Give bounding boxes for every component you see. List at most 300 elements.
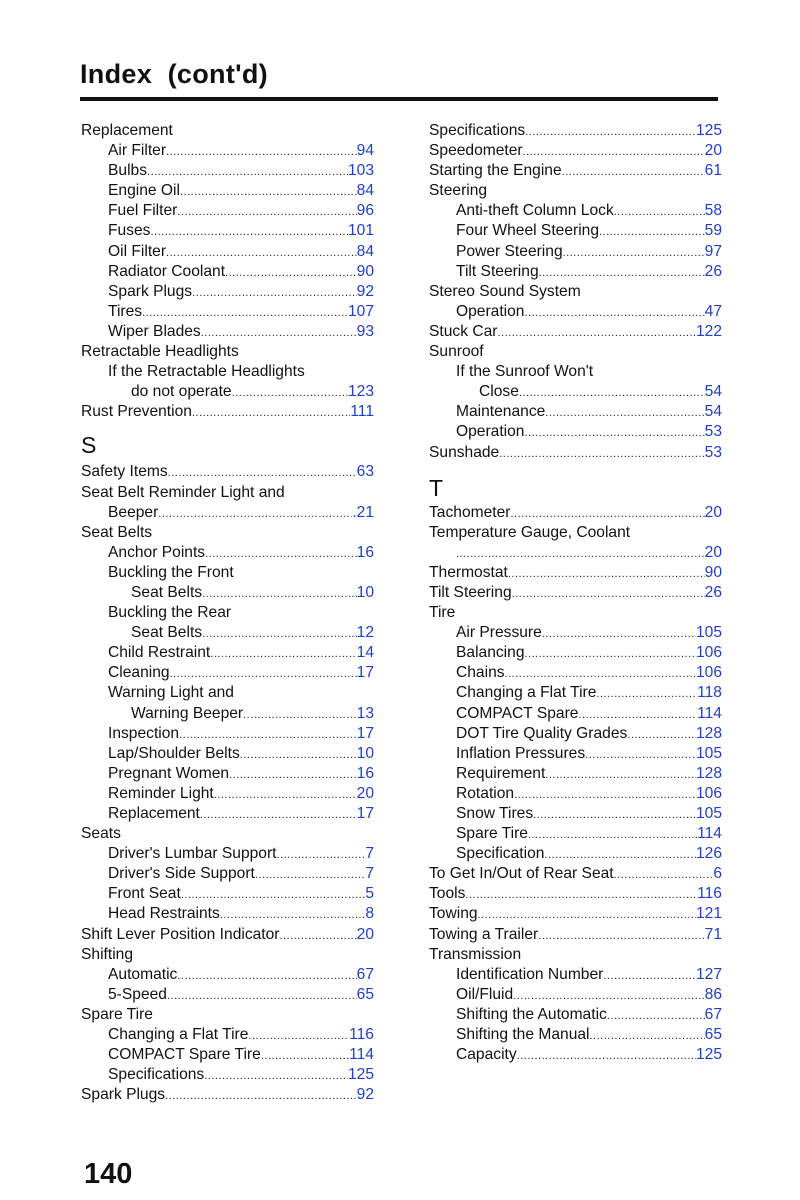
index-term: Reminder Light — [108, 784, 214, 802]
dot-leader — [542, 624, 696, 644]
index-entry[interactable] — [429, 443, 722, 463]
index-entry[interactable] — [429, 262, 722, 282]
page-reference-link[interactable]: 96 — [356, 202, 374, 220]
dot-leader — [585, 745, 696, 765]
index-entry[interactable] — [81, 543, 374, 563]
index-term: 5-Speed — [108, 985, 167, 1003]
page-reference-link[interactable]: 114 — [697, 704, 722, 722]
dot-leader — [590, 1026, 705, 1046]
index-entry — [429, 523, 722, 543]
dot-leader — [614, 865, 714, 885]
index-term: Wiper Blades — [108, 322, 201, 340]
page-reference-link[interactable]: 106 — [695, 784, 722, 802]
index-term: Buckling the Front — [108, 563, 234, 581]
index-term: Inflation Pressures — [456, 744, 586, 762]
page-reference-link[interactable]: 20 — [704, 142, 722, 160]
page-reference-link[interactable]: 106 — [695, 664, 722, 682]
page-reference-link[interactable]: 8 — [365, 905, 374, 923]
index-term: Operation — [456, 302, 525, 320]
index-entry — [81, 824, 374, 844]
index-term: Spare Tire — [81, 1005, 153, 1023]
index-term: Operation — [456, 423, 525, 441]
page-reference-link[interactable]: 17 — [356, 664, 374, 682]
index-entry[interactable] — [81, 643, 374, 663]
index-term: Warning Light and — [108, 684, 234, 702]
page-reference-link[interactable]: 54 — [704, 403, 722, 421]
page-reference-link[interactable]: 116 — [349, 1026, 374, 1044]
index-term: Rotation — [456, 784, 515, 802]
index-term: Replacement — [108, 805, 200, 822]
dot-leader — [158, 504, 352, 524]
index-entry — [81, 342, 374, 362]
index-entry[interactable] — [429, 563, 722, 583]
dot-leader — [202, 624, 357, 644]
page-reference-link[interactable]: 105 — [695, 805, 722, 822]
dot-leader — [177, 966, 356, 986]
page-reference-link[interactable]: 97 — [704, 242, 722, 260]
page-reference-link[interactable]: 105 — [695, 744, 722, 762]
page-reference-link[interactable]: 65 — [356, 985, 374, 1003]
index-term: Snow Tires — [456, 805, 534, 822]
dot-leader — [202, 584, 357, 604]
index-entry[interactable] — [429, 643, 722, 663]
page-reference-link[interactable]: 101 — [347, 222, 374, 240]
page-reference-link[interactable]: 47 — [704, 302, 722, 320]
index-entry[interactable] — [429, 844, 722, 864]
dot-leader — [225, 263, 357, 283]
index-entry[interactable] — [429, 402, 722, 422]
index-entry[interactable] — [429, 242, 722, 262]
index-term: Child Restraint — [108, 644, 211, 662]
dot-leader — [165, 1086, 357, 1106]
index-entry[interactable] — [429, 904, 722, 924]
page-reference-link[interactable]: 121 — [695, 905, 722, 923]
index-entry[interactable] — [81, 282, 374, 302]
page-reference-link[interactable]: 65 — [704, 1026, 722, 1044]
page-reference-link[interactable]: 14 — [356, 644, 374, 662]
page-reference-link[interactable]: 86 — [704, 985, 722, 1003]
page-reference-link[interactable]: 63 — [356, 463, 374, 481]
index-entry[interactable] — [429, 925, 722, 945]
dot-leader — [456, 544, 705, 564]
page-reference-link[interactable]: 103 — [347, 162, 374, 180]
index-entry[interactable] — [81, 744, 374, 764]
dot-leader — [596, 684, 697, 704]
index-term: If the Sunroof Won't — [456, 363, 594, 381]
page-reference-link[interactable]: 20 — [356, 925, 374, 943]
index-term: Fuel Filter — [108, 202, 178, 220]
index-term: Radiator Coolant — [108, 262, 226, 280]
dot-leader — [168, 463, 357, 483]
section-letter: S — [81, 432, 97, 459]
index-term: Engine Oil — [108, 182, 180, 200]
page-reference-link[interactable]: 114 — [697, 825, 722, 843]
dot-leader — [204, 1066, 348, 1086]
index-term: Driver's Side Support — [108, 865, 255, 883]
index-entry[interactable] — [81, 965, 374, 985]
index-entry[interactable] — [429, 141, 722, 161]
page-reference-link[interactable]: 26 — [704, 583, 722, 601]
index-entry — [81, 945, 374, 965]
index-term: Stereo Sound System — [429, 282, 581, 300]
page-reference-link[interactable]: 53 — [704, 423, 722, 441]
page-reference-link[interactable]: 54 — [704, 383, 722, 401]
dot-leader — [243, 705, 357, 725]
page-reference-link[interactable]: 13 — [356, 704, 374, 722]
index-term: Towing a Trailer — [429, 925, 539, 943]
index-term: Specifications — [429, 122, 526, 139]
index-entry[interactable] — [429, 1025, 722, 1045]
index-entry[interactable] — [81, 221, 374, 241]
index-column-right — [429, 121, 722, 1065]
index-term: Anti-theft Column Lock — [456, 202, 614, 220]
index-entry — [81, 121, 374, 141]
index-entry — [429, 181, 722, 201]
index-term: Pregnant Women — [108, 764, 230, 782]
index-entry[interactable] — [81, 1065, 374, 1085]
index-term: Oil/Fluid — [456, 985, 514, 1003]
page-reference-link[interactable]: 84 — [356, 242, 374, 260]
dot-leader — [505, 664, 696, 684]
index-entry[interactable] — [81, 1045, 374, 1065]
dot-leader — [167, 986, 357, 1006]
dot-leader — [180, 182, 357, 202]
page-reference-link[interactable]: 58 — [704, 202, 722, 220]
page-reference-link[interactable]: 92 — [356, 1086, 374, 1104]
index-term: COMPACT Spare — [456, 704, 579, 722]
index-entry[interactable] — [429, 201, 722, 221]
dot-leader — [599, 222, 705, 242]
index-entry — [429, 945, 722, 965]
dot-leader — [465, 885, 697, 905]
index-entry — [429, 603, 722, 623]
page-reference-link[interactable]: 59 — [704, 222, 722, 240]
index-entry[interactable] — [81, 623, 374, 643]
section-letter: T — [429, 474, 444, 501]
index-entry[interactable] — [429, 683, 722, 703]
index-term: Balancing — [456, 644, 525, 662]
index-term: Safety Items — [81, 463, 168, 481]
page-reference-link[interactable]: 94 — [356, 142, 374, 160]
dot-leader — [166, 243, 357, 263]
dot-leader — [229, 765, 357, 785]
index-entry[interactable] — [429, 543, 722, 563]
index-entry[interactable] — [81, 844, 374, 864]
page-title: Index (cont'd) — [80, 59, 268, 89]
dot-leader — [147, 162, 348, 182]
page-reference-link[interactable]: 125 — [695, 122, 722, 139]
index-term: Thermostat — [429, 563, 508, 581]
dot-leader — [179, 725, 357, 745]
index-term: Spark Plugs — [108, 282, 193, 300]
page-reference-link[interactable]: .21 — [352, 503, 374, 521]
index-term: Retractable Headlights — [81, 343, 239, 361]
index-entry[interactable] — [429, 824, 722, 844]
index-entry[interactable] — [81, 322, 374, 342]
index-term: Air Filter — [108, 142, 167, 160]
index-entry — [429, 342, 722, 362]
index-term: Seat Belts — [131, 583, 203, 601]
index-entry — [81, 523, 374, 543]
index-term: Temperature Gauge, Coolant — [429, 523, 631, 541]
index-term: Maintenance — [456, 403, 546, 421]
page-reference-link[interactable]: 128 — [695, 724, 722, 742]
index-entry[interactable] — [81, 262, 374, 282]
index-term: Identification Number — [456, 965, 604, 983]
page-reference-link[interactable]: 67 — [356, 965, 374, 983]
index-entry[interactable] — [81, 161, 374, 181]
index-entry[interactable] — [429, 322, 722, 342]
page-reference-link[interactable]: 7 — [365, 865, 374, 883]
page-reference-link[interactable]: 107 — [347, 302, 374, 320]
dot-leader — [517, 1046, 696, 1066]
index-entry[interactable] — [81, 201, 374, 221]
index-term: Specification — [456, 845, 545, 863]
page-reference-link[interactable]: 20 — [704, 543, 722, 561]
index-term: Seat Belts — [131, 624, 203, 642]
dot-leader — [192, 283, 357, 303]
index-entry[interactable] — [81, 382, 374, 402]
dot-leader — [497, 323, 696, 343]
dot-leader — [607, 1006, 705, 1026]
index-term: Front Seat — [108, 885, 181, 903]
index-entry[interactable] — [429, 985, 722, 1005]
page-reference-link[interactable]: 128 — [695, 764, 722, 782]
page-reference-link[interactable]: 90 — [356, 262, 374, 280]
index-entry[interactable] — [81, 904, 374, 924]
index-term: Anchor Points — [108, 543, 206, 561]
dot-leader — [201, 323, 357, 343]
index-term: Replacement — [81, 122, 173, 139]
index-entry[interactable] — [429, 503, 722, 523]
index-entry[interactable] — [81, 181, 374, 201]
page-reference-link[interactable]: 90 — [704, 563, 722, 581]
index-term: Stuck Car — [429, 322, 498, 340]
page-reference-link[interactable]: 10 — [356, 744, 374, 762]
page-reference-link[interactable]: 127 — [695, 965, 722, 983]
index-entry[interactable] — [429, 382, 722, 402]
index-term: Transmission — [429, 945, 522, 963]
page-reference-link[interactable]: 67 — [704, 1005, 722, 1023]
page-reference-link[interactable]: 126 — [695, 845, 722, 863]
dot-leader — [578, 705, 697, 725]
page-reference-link[interactable]: 125 — [347, 1066, 374, 1084]
index-entry[interactable] — [429, 583, 722, 603]
index-term: Power Steering — [456, 242, 563, 260]
index-term: Changing a Flat Tire — [108, 1026, 249, 1044]
page-reference-link[interactable]: 92 — [356, 282, 374, 300]
index-entry[interactable] — [429, 302, 722, 322]
index-term: Tachometer — [429, 503, 511, 521]
page-reference-link[interactable]: 10 — [356, 583, 374, 601]
dot-leader — [513, 986, 704, 1006]
index-entry[interactable] — [81, 402, 374, 422]
index-entry[interactable] — [81, 583, 374, 603]
index-term: Capacity — [456, 1046, 517, 1064]
page-number: 140 — [84, 1158, 133, 1190]
index-term: Shift Lever Position Indicator — [81, 925, 280, 943]
index-term: Beeper — [108, 503, 159, 521]
index-term: Towing — [429, 905, 478, 923]
dot-leader — [205, 544, 357, 564]
index-term: do not operate — [131, 383, 232, 401]
dot-leader — [240, 745, 357, 765]
index-entry[interactable] — [81, 302, 374, 322]
dot-leader — [280, 926, 357, 946]
page-reference-link[interactable]: 84 — [356, 182, 374, 200]
index-term: Oil Filter — [108, 242, 167, 260]
index-entry[interactable] — [429, 704, 722, 724]
index-entry — [81, 1005, 374, 1025]
index-entry[interactable] — [81, 764, 374, 784]
dot-leader — [200, 805, 357, 825]
dot-leader — [499, 444, 704, 464]
dot-leader — [478, 905, 696, 925]
index-term: Head Restraints — [108, 905, 220, 923]
page-reference-link[interactable]: 5 — [365, 885, 374, 903]
index-term: Spark Plugs — [81, 1086, 166, 1104]
index-entry[interactable] — [81, 704, 374, 724]
index-term: Speedometer — [429, 142, 523, 160]
index-entry[interactable] — [429, 724, 722, 744]
page-reference-link[interactable]: 93 — [356, 322, 374, 340]
dot-leader — [603, 966, 696, 986]
page-reference-link[interactable]: 105 — [695, 624, 722, 642]
dot-leader — [192, 403, 350, 423]
index-term: Specifications — [108, 1066, 205, 1084]
dot-leader — [524, 303, 704, 323]
dot-leader — [142, 303, 348, 323]
page-reference-link[interactable]: 61 — [704, 162, 722, 180]
index-term: Inspection — [108, 724, 180, 742]
index-term: Sunshade — [429, 443, 500, 461]
page-reference-link[interactable]: 116 — [697, 885, 722, 903]
index-entry[interactable] — [81, 1025, 374, 1045]
index-entry[interactable] — [81, 663, 374, 683]
index-entry[interactable] — [429, 744, 722, 764]
index-entry[interactable] — [429, 864, 722, 884]
dot-leader — [232, 383, 348, 403]
index-entry[interactable] — [81, 884, 374, 904]
index-term: Seats — [81, 825, 121, 843]
index-entry[interactable] — [81, 784, 374, 804]
page-reference-link[interactable]: 118 — [697, 684, 722, 702]
index-term: Tilt Steering — [429, 583, 512, 601]
dot-leader — [210, 644, 356, 664]
index-entry[interactable] — [81, 503, 374, 523]
index-term: Shifting — [81, 945, 134, 963]
page-reference-link[interactable]: 122 — [695, 322, 722, 340]
index-entry[interactable] — [429, 422, 722, 442]
page-reference-link[interactable]: 20 — [356, 784, 374, 802]
index-entry[interactable] — [429, 663, 722, 683]
page-reference-link[interactable]: 7 — [365, 845, 374, 863]
index-term: Fuses — [108, 222, 151, 240]
dot-leader — [248, 1026, 349, 1046]
index-entry[interactable] — [429, 784, 722, 804]
index-entry[interactable] — [81, 724, 374, 744]
page-reference-link[interactable]: 6 — [713, 865, 722, 883]
page-reference-link[interactable]: 26 — [704, 262, 722, 280]
index-term: Tire — [429, 604, 456, 622]
page-reference-link[interactable]: 20 — [704, 503, 722, 521]
dot-leader — [170, 664, 357, 684]
index-entry[interactable] — [81, 462, 374, 482]
dot-leader — [533, 805, 696, 825]
index-entry[interactable] — [81, 242, 374, 262]
index-entry[interactable] — [81, 1085, 374, 1105]
index-entry[interactable] — [429, 1005, 722, 1025]
index-entry[interactable] — [429, 161, 722, 181]
index-entry[interactable] — [81, 804, 374, 824]
dot-leader — [524, 423, 704, 443]
dot-leader — [214, 785, 357, 805]
page-reference-link[interactable]: 111 — [350, 403, 374, 421]
dot-leader — [538, 926, 704, 946]
page-reference-link[interactable]: 12 — [356, 624, 374, 642]
page-reference-link[interactable]: 123 — [347, 383, 374, 401]
index-entry — [81, 483, 374, 503]
index-column-left — [81, 121, 374, 1105]
index-entry[interactable] — [429, 623, 722, 643]
index-entry[interactable] — [81, 925, 374, 945]
index-entry — [429, 282, 722, 302]
index-term: Rust Prevention — [81, 403, 192, 421]
index-term: To Get In/Out of Rear Seat — [429, 865, 614, 883]
dot-leader — [525, 644, 696, 664]
dot-leader — [261, 1046, 349, 1066]
page-reference-link[interactable]: 125 — [695, 1046, 722, 1064]
index-entry — [81, 603, 374, 623]
index-entry[interactable] — [81, 864, 374, 884]
index-term: Seat Belt Reminder Light and — [81, 483, 285, 501]
page-reference-link[interactable]: 106 — [695, 644, 722, 662]
page-reference-link[interactable]: 17 — [356, 805, 374, 822]
index-term: Chains — [456, 664, 505, 682]
index-entry[interactable] — [429, 764, 722, 784]
index-term: Driver's Lumbar Support — [108, 845, 277, 863]
dot-leader — [525, 122, 696, 142]
page-reference-link[interactable]: 16 — [356, 543, 374, 561]
dot-leader — [508, 564, 705, 584]
index-term: Steering — [429, 182, 488, 200]
index-term: Buckling the Rear — [108, 604, 232, 622]
dot-leader — [255, 865, 365, 885]
page-reference-link[interactable]: 114 — [349, 1046, 374, 1064]
dot-leader — [545, 765, 696, 785]
index-entry — [429, 362, 722, 382]
dot-leader — [562, 162, 705, 182]
dot-leader — [614, 202, 705, 222]
page-reference-link[interactable]: 16 — [356, 764, 374, 782]
index-entry[interactable] — [81, 141, 374, 161]
index-entry[interactable] — [429, 965, 722, 985]
page-reference-link[interactable]: 17 — [356, 724, 374, 742]
index-entry[interactable] — [429, 221, 722, 241]
index-term: Air Pressure — [456, 624, 542, 642]
index-entry[interactable] — [429, 804, 722, 824]
index-entry[interactable] — [429, 1045, 722, 1065]
dot-leader — [220, 905, 366, 925]
page-reference-link[interactable]: 53 — [704, 443, 722, 461]
index-entry[interactable] — [81, 985, 374, 1005]
index-term: Close — [479, 383, 519, 401]
index-entry[interactable] — [429, 121, 722, 141]
page-reference-link[interactable]: 71 — [704, 925, 722, 943]
index-term: Starting the Engine — [429, 162, 562, 180]
index-term: Cleaning — [108, 664, 170, 682]
index-entry[interactable] — [429, 884, 722, 904]
